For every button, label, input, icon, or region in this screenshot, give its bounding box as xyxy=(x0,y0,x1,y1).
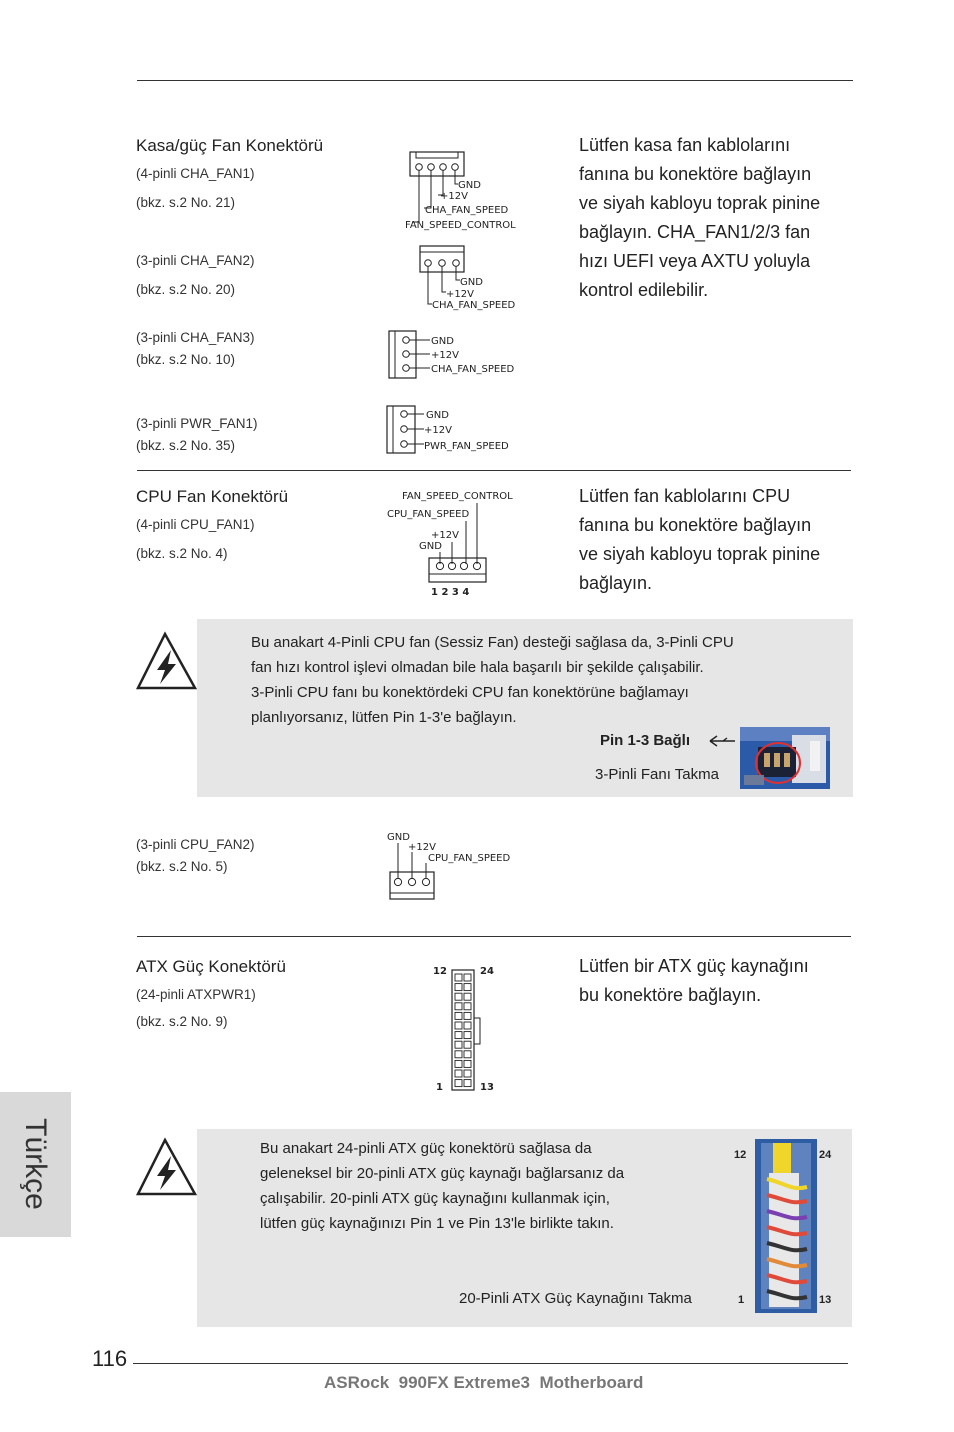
speed-label: CHA_FAN_SPEED xyxy=(432,300,516,311)
arrow-left-icon xyxy=(707,732,737,750)
v12-label: +12V xyxy=(440,191,468,202)
atx-note-text xyxy=(260,1136,730,1236)
atx-pin xyxy=(455,1003,462,1010)
atx-description xyxy=(579,952,854,1010)
footer-rule xyxy=(133,1363,848,1364)
pin-connected-label: Pin 1-3 Bağlı xyxy=(600,732,691,749)
desc-line: bağlayın. xyxy=(579,573,653,593)
gnd-label: GND xyxy=(431,336,454,347)
atx-pin xyxy=(464,993,471,1000)
desc-line: fanına bu konektöre bağlayın xyxy=(579,515,812,535)
cha-fan-description xyxy=(579,131,854,305)
language-tab xyxy=(0,1092,71,1237)
atx-pin xyxy=(464,1022,471,1029)
pin-label: 1 xyxy=(436,1082,443,1093)
atx-pin xyxy=(455,974,462,981)
v12-label: +12V xyxy=(424,425,452,436)
pin-label: 13 xyxy=(480,1082,494,1093)
cpu-fan1-pin-diagram xyxy=(384,486,526,600)
atx-pin xyxy=(455,1012,462,1019)
cha-fan-title: Kasa/güç Fan Konektörü xyxy=(136,136,324,155)
desc-line: ve siyah kabloyu toprak pinine xyxy=(579,193,821,213)
gnd-label: GND xyxy=(426,410,449,421)
language-tab-label: Türkçe xyxy=(19,1118,52,1210)
control-label: FAN_SPEED_CONTROL xyxy=(402,491,513,502)
atx-20pin-caption: 20-Pinli ATX Güç Kaynağını Takma xyxy=(459,1290,692,1307)
pin-label: 1 xyxy=(738,1294,745,1306)
atx-pin-grid xyxy=(455,974,471,1087)
cha-fan3-pin-diagram xyxy=(386,329,526,381)
control-label: FAN_SPEED_CONTROL xyxy=(405,220,516,231)
warning-icon xyxy=(135,1136,199,1200)
atx-pin xyxy=(455,1022,462,1029)
atx-pin xyxy=(455,1080,462,1087)
desc-line: fanına bu konektöre bağlayın xyxy=(579,164,812,184)
atx-pin xyxy=(464,1041,471,1048)
three-pin-fan-caption: 3-Pinli Fanı Takma xyxy=(595,766,719,783)
v12-label: +12V xyxy=(431,530,459,541)
v12-label: +12V xyxy=(446,289,474,300)
speed-label: CPU_FAN_SPEED xyxy=(428,853,511,864)
desc-line: Lütfen kasa fan kablolarını xyxy=(579,135,791,155)
warning-icon xyxy=(135,630,199,694)
atx-pin xyxy=(464,974,471,981)
section-divider xyxy=(137,470,851,471)
cha-fan2-ref: (bkz. s.2 No. 20) xyxy=(136,282,236,297)
note-line: planlıyorsanız, lütfen Pin 1-3'e bağlayın. xyxy=(251,709,517,726)
speed-label: CHA_FAN_SPEED xyxy=(431,364,515,375)
desc-line: bu konektöre bağlayın. xyxy=(579,985,762,1005)
gnd-label: GND xyxy=(419,541,442,552)
speed-label: CPU_FAN_SPEED xyxy=(387,509,470,520)
pin-label: 13 xyxy=(819,1294,832,1306)
atx-model: (24-pinli ATXPWR1) xyxy=(136,987,256,1002)
atx-pin xyxy=(455,1051,462,1058)
atx-pin xyxy=(464,984,471,991)
cpu-fan1-ref: (bkz. s.2 No. 4) xyxy=(136,546,228,561)
desc-line: kontrol edilebilir. xyxy=(579,280,709,300)
pin-label: 24 xyxy=(819,1149,832,1161)
note-line: fan hızı kontrol işlevi olmadan bile hala başarılı bir şekilde çalışabilir. xyxy=(251,659,704,676)
atx-pin xyxy=(455,993,462,1000)
cpu-fan-description xyxy=(579,482,854,598)
note-line: çalışabilir. 20-pinli ATX güç kaynağını kullanmak için, xyxy=(260,1190,610,1207)
note-line: Bu anakart 24-pinli ATX güç konektörü sağlasa da xyxy=(260,1140,592,1157)
cpu-fan-connector-photo xyxy=(740,727,830,789)
desc-line: bağlayın. CHA_FAN1/2/3 fan xyxy=(579,222,811,242)
note-line: 3-Pinli CPU fanı bu konektördeki CPU fan konektörüne bağlamayı xyxy=(251,684,689,701)
atx-pin xyxy=(464,1032,471,1039)
gnd-label: GND xyxy=(387,832,410,843)
atx-pin xyxy=(464,1060,471,1067)
pwr-fan1-model: (3-pinli PWR_FAN1) xyxy=(136,416,258,431)
atx-pin xyxy=(464,1003,471,1010)
cha-fan2-pin-diagram xyxy=(410,242,525,314)
speed-label: CHA_FAN_SPEED xyxy=(425,205,509,216)
note-line: Bu anakart 4-Pinli CPU fan (Sessiz Fan) desteği sağlasa da, 3-Pinli CPU xyxy=(251,634,734,651)
pwr-fan1-pin-diagram xyxy=(384,404,526,456)
section-divider xyxy=(137,936,851,937)
cha-fan1-pin-diagram xyxy=(400,148,525,234)
desc-line: ve siyah kabloyu toprak pinine xyxy=(579,544,821,564)
atx-pin xyxy=(455,1060,462,1067)
cpu-fan-note-text xyxy=(251,630,841,730)
cha-fan1-ref: (bkz. s.2 No. 21) xyxy=(136,195,236,210)
v12-label: +12V xyxy=(431,350,459,361)
speed-label: PWR_FAN_SPEED xyxy=(424,441,509,452)
cpu-fan2-ref: (bkz. s.2 No. 5) xyxy=(136,859,228,874)
pin-label: 24 xyxy=(480,966,494,977)
atx-pin xyxy=(464,1080,471,1087)
cpu-fan1-model: (4-pinli CPU_FAN1) xyxy=(136,517,255,532)
pin-numbers: 1 2 3 4 xyxy=(431,587,470,598)
desc-line: hızı UEFI veya AXTU yoluyla xyxy=(579,251,811,271)
cha-fan3-model: (3-pinli CHA_FAN3) xyxy=(136,330,255,345)
cpu-fan2-pin-diagram xyxy=(384,828,524,904)
cpu-fan2-model: (3-pinli CPU_FAN2) xyxy=(136,837,255,852)
atx-24pin-diagram xyxy=(430,962,500,1094)
cha-fan3-ref: (bkz. s.2 No. 10) xyxy=(136,352,236,367)
atx-pin xyxy=(455,1032,462,1039)
atx-connector-photo xyxy=(755,1139,817,1313)
gnd-label: GND xyxy=(458,180,481,191)
v12-label: +12V xyxy=(408,842,436,853)
atx-pin xyxy=(455,1041,462,1048)
pwr-fan1-ref: (bkz. s.2 No. 35) xyxy=(136,438,236,453)
atx-pin xyxy=(455,984,462,991)
footer-product: ASRock 990FX Extreme3 Motherboard xyxy=(324,1373,644,1392)
note-line: geleneksel bir 20-pinli ATX güç kaynağı bağlarsanız da xyxy=(260,1165,625,1182)
note-line: lütfen güç kaynağınızı Pin 1 ve Pin 13'le birlikte takın. xyxy=(260,1215,614,1232)
page-number: 116 xyxy=(92,1346,128,1371)
atx-ref: (bkz. s.2 No. 9) xyxy=(136,1014,228,1029)
atx-title: ATX Güç Konektörü xyxy=(136,957,286,976)
cha-fan1-model: (4-pinli CHA_FAN1) xyxy=(136,166,255,181)
cpu-fan-title: CPU Fan Konektörü xyxy=(136,487,289,506)
top-rule xyxy=(137,80,853,81)
gnd-label: GND xyxy=(460,277,483,288)
cha-fan2-model: (3-pinli CHA_FAN2) xyxy=(136,253,255,268)
atx-pin xyxy=(464,1012,471,1019)
pin-label: 12 xyxy=(734,1149,747,1161)
pin-label: 12 xyxy=(433,966,447,977)
atx-pin xyxy=(464,1070,471,1077)
atx-pin xyxy=(455,1070,462,1077)
desc-line: Lütfen bir ATX güç kaynağını xyxy=(579,956,809,976)
atx-pin xyxy=(464,1051,471,1058)
desc-line: Lütfen fan kablolarını CPU xyxy=(579,486,791,506)
